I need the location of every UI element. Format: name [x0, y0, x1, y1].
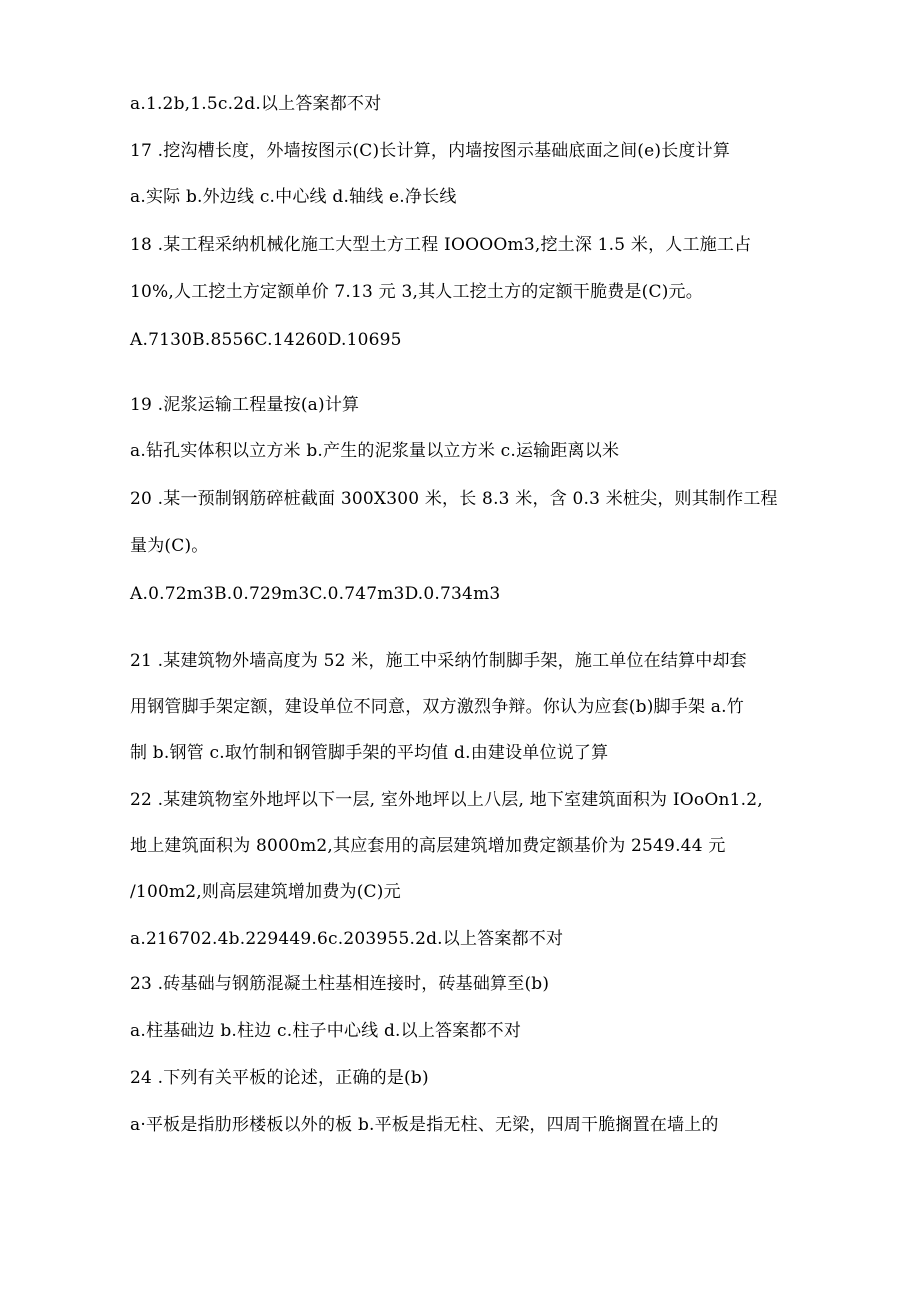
text-line-answer-options-21: 制 b.钢管 c.取竹制和钢管脚手架的平均值 d.由建设单位说了算	[130, 743, 609, 763]
text-line-question-22-cont-2: /100m2,则高层建筑增加费为(C)元	[130, 882, 401, 902]
text-line-answer-options-18: A.7130B.8556C.14260D.10695	[130, 330, 402, 350]
text-line-question-17: 17 .挖沟槽长度，外墙按图示(C)长计算，内墙按图示基础底面之间(e)长度计算	[130, 141, 731, 161]
text-line-question-18: 18 .某工程采纳机械化施工大型土方工程 IOOOOm3,挖土深 1.5 米，人工施工占	[130, 235, 752, 255]
text-line-answer-options-23: a.柱基础边 b.柱边 c.柱子中心线 d.以上答案都不对	[130, 1021, 522, 1041]
text-line-question-24: 24 .下列有关平板的论述，正确的是(b)	[130, 1068, 429, 1088]
text-line-question-22: 22 .某建筑物室外地坪以下一层, 室外地坪以上八层, 地下室建筑面积为 IOoOn1.2,	[130, 790, 763, 810]
text-line-question-20: 20 .某一预制钢筋碎桩截面 300X300 米，长 8.3 米，含 0.3 米桩尖，则其制作工程	[130, 489, 778, 509]
text-line-answer-options-20: A.0.72m3B.0.729m3C.0.747m3D.0.734m3	[130, 584, 501, 604]
text-line-answer-options-17: a.实际 b.外边线 c.中心线 d.轴线 e.净长线	[130, 187, 457, 207]
text-line-question-21: 21 .某建筑物外墙高度为 52 米，施工中采纳竹制脚手架，施工单位在结算中却套	[130, 651, 747, 671]
text-line-question-20-cont: 量为(C)。	[130, 536, 209, 556]
text-line-question-21-cont: 用钢管脚手架定额，建设单位不同意，双方激烈争辩。你认为应套(b)脚手架 a.竹	[130, 697, 744, 717]
text-line-question-18-cont: 10%,人工挖土方定额单价 7.13 元 3,其人工挖土方的定额干脆费是(C)元。	[130, 282, 703, 302]
text-line-question-19: 19 .泥浆运输工程量按(a)计算	[130, 395, 360, 415]
text-line-answer-options-19: a.钻孔实体积以立方米 b.产生的泥浆量以立方米 c.运输距离以米	[130, 441, 620, 461]
text-line-question-22-cont: 地上建筑面积为 8000m2,其应套用的高层建筑增加费定额基价为 2549.44 元	[130, 836, 726, 856]
text-line-question-23: 23 .砖基础与钢筋混凝土柱基相连接时，砖基础算至(b)	[130, 974, 550, 994]
text-line-answer-options-16: a.1.2b,1.5c.2d.以上答案都不对	[130, 94, 382, 114]
text-line-answer-options-24: a·平板是指肋形楼板以外的板 b.平板是指无柱、无梁，四周干脆搁置在墙上的	[130, 1115, 719, 1135]
text-line-answer-options-22: a.216702.4b.229449.6c.203955.2d.以上答案都不对	[130, 929, 564, 949]
